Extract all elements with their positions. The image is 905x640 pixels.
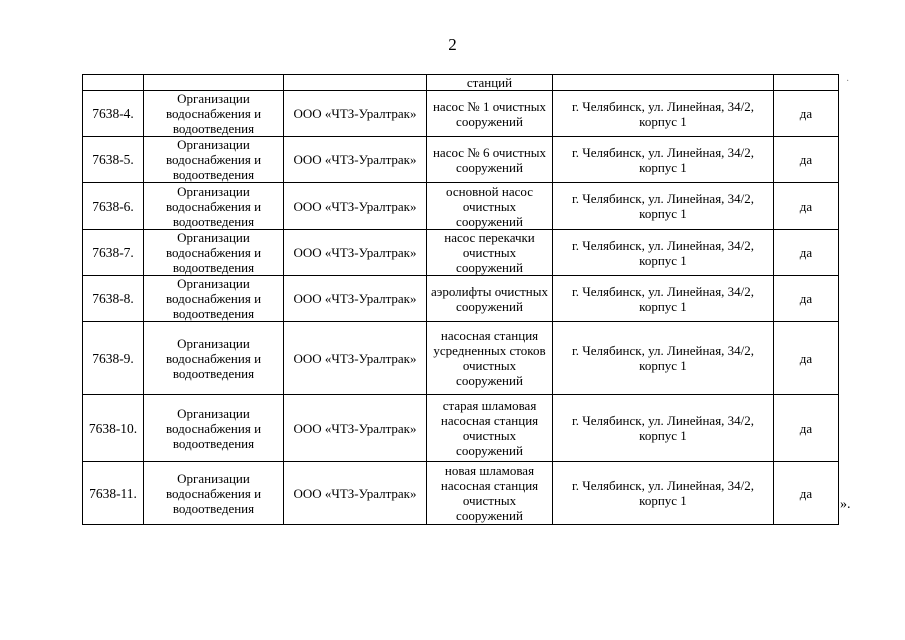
cell-num: 7638-4. (83, 91, 144, 137)
cell-org: ООО «ЧТЗ-Уралтрак» (284, 137, 427, 183)
cell-org: ООО «ЧТЗ-Уралтрак» (284, 91, 427, 137)
cell-address: г. Челябинск, ул. Линейная, 34/2, корпус 1 (553, 462, 774, 525)
cell-num: 7638-11. (83, 462, 144, 525)
cell-value: да (774, 137, 839, 183)
table-row (83, 276, 839, 322)
cell-num: 7638-5. (83, 137, 144, 183)
cell-address (553, 75, 774, 91)
cell-equipment: насос № 1 очистных сооружений (427, 91, 553, 137)
cell-value: да (774, 462, 839, 525)
cell-address: г. Челябинск, ул. Линейная, 34/2, корпус 1 (553, 183, 774, 230)
cell-equipment: аэролифты очистных сооружений (427, 276, 553, 322)
cell-category: Организации водоснабжения и водоотведения (144, 183, 284, 230)
cell-category: Организации водоснабжения и водоотведения (144, 91, 284, 137)
page-number: 2 (448, 35, 457, 54)
cell-equipment: основной насос очистных сооружений (427, 183, 553, 230)
cell-org: ООО «ЧТЗ-Уралтрак» (284, 322, 427, 395)
cell-org: ООО «ЧТЗ-Уралтрак» (284, 395, 427, 462)
cell-address: г. Челябинск, ул. Линейная, 34/2, корпус 1 (553, 91, 774, 137)
cell-category: Организации водоснабжения и водоотведения (144, 395, 284, 462)
cell-value: да (774, 91, 839, 137)
cell-num: 7638-7. (83, 230, 144, 276)
cell-org: ООО «ЧТЗ-Уралтрак» (284, 462, 427, 525)
cell-equipment: новая шламовая насосная станция очистных сооружений (427, 462, 553, 525)
table-row (83, 137, 839, 183)
cell-category: Организации водоснабжения и водоотведения (144, 230, 284, 276)
cell-category: Организации водоснабжения и водоотведения (144, 462, 284, 525)
cell-equipment: старая шламовая насосная станция очистных сооружений (427, 395, 553, 462)
table-row (83, 462, 839, 525)
cell-equipment: насосная станция усредненных стоков очистных сооружений (427, 322, 553, 395)
closing-mark: ». (840, 497, 851, 512)
cell-address: г. Челябинск, ул. Линейная, 34/2, корпус 1 (553, 322, 774, 395)
cell-value: да (774, 230, 839, 276)
table-row (83, 395, 839, 462)
equipment-table (82, 74, 839, 525)
table-row (83, 322, 839, 395)
cell-org (284, 75, 427, 91)
cell-address: г. Челябинск, ул. Линейная, 34/2, корпус 1 (553, 395, 774, 462)
cell-category: Организации водоснабжения и водоотведения (144, 137, 284, 183)
cell-category: Организации водоснабжения и водоотведения (144, 322, 284, 395)
cell-value: да (774, 395, 839, 462)
cell-num: 7638-6. (83, 183, 144, 230)
cell-org: ООО «ЧТЗ-Уралтрак» (284, 230, 427, 276)
cell-num: 7638-8. (83, 276, 144, 322)
cell-value: да (774, 322, 839, 395)
table-row (83, 230, 839, 276)
table-row (83, 91, 839, 137)
cell-value (774, 75, 839, 91)
cell-equipment: насос перекачки очистных сооружений (427, 230, 553, 276)
cell-address: г. Челябинск, ул. Линейная, 34/2, корпус 1 (553, 230, 774, 276)
cell-org: ООО «ЧТЗ-Уралтрак» (284, 183, 427, 230)
cell-address: г. Челябинск, ул. Линейная, 34/2, корпус 1 (553, 276, 774, 322)
cell-category: Организации водоснабжения и водоотведения (144, 276, 284, 322)
scan-mark: · (846, 76, 850, 87)
cell-equipment: станций (427, 75, 553, 91)
table-row (83, 183, 839, 230)
cell-value: да (774, 183, 839, 230)
cell-value: да (774, 276, 839, 322)
cell-category (144, 75, 284, 91)
cell-org: ООО «ЧТЗ-Уралтрак» (284, 276, 427, 322)
continuation-row (83, 75, 839, 91)
cell-num (83, 75, 144, 91)
cell-num: 7638-10. (83, 395, 144, 462)
cell-num: 7638-9. (83, 322, 144, 395)
cell-address: г. Челябинск, ул. Линейная, 34/2, корпус 1 (553, 137, 774, 183)
cell-equipment: насос № 6 очистных сооружений (427, 137, 553, 183)
